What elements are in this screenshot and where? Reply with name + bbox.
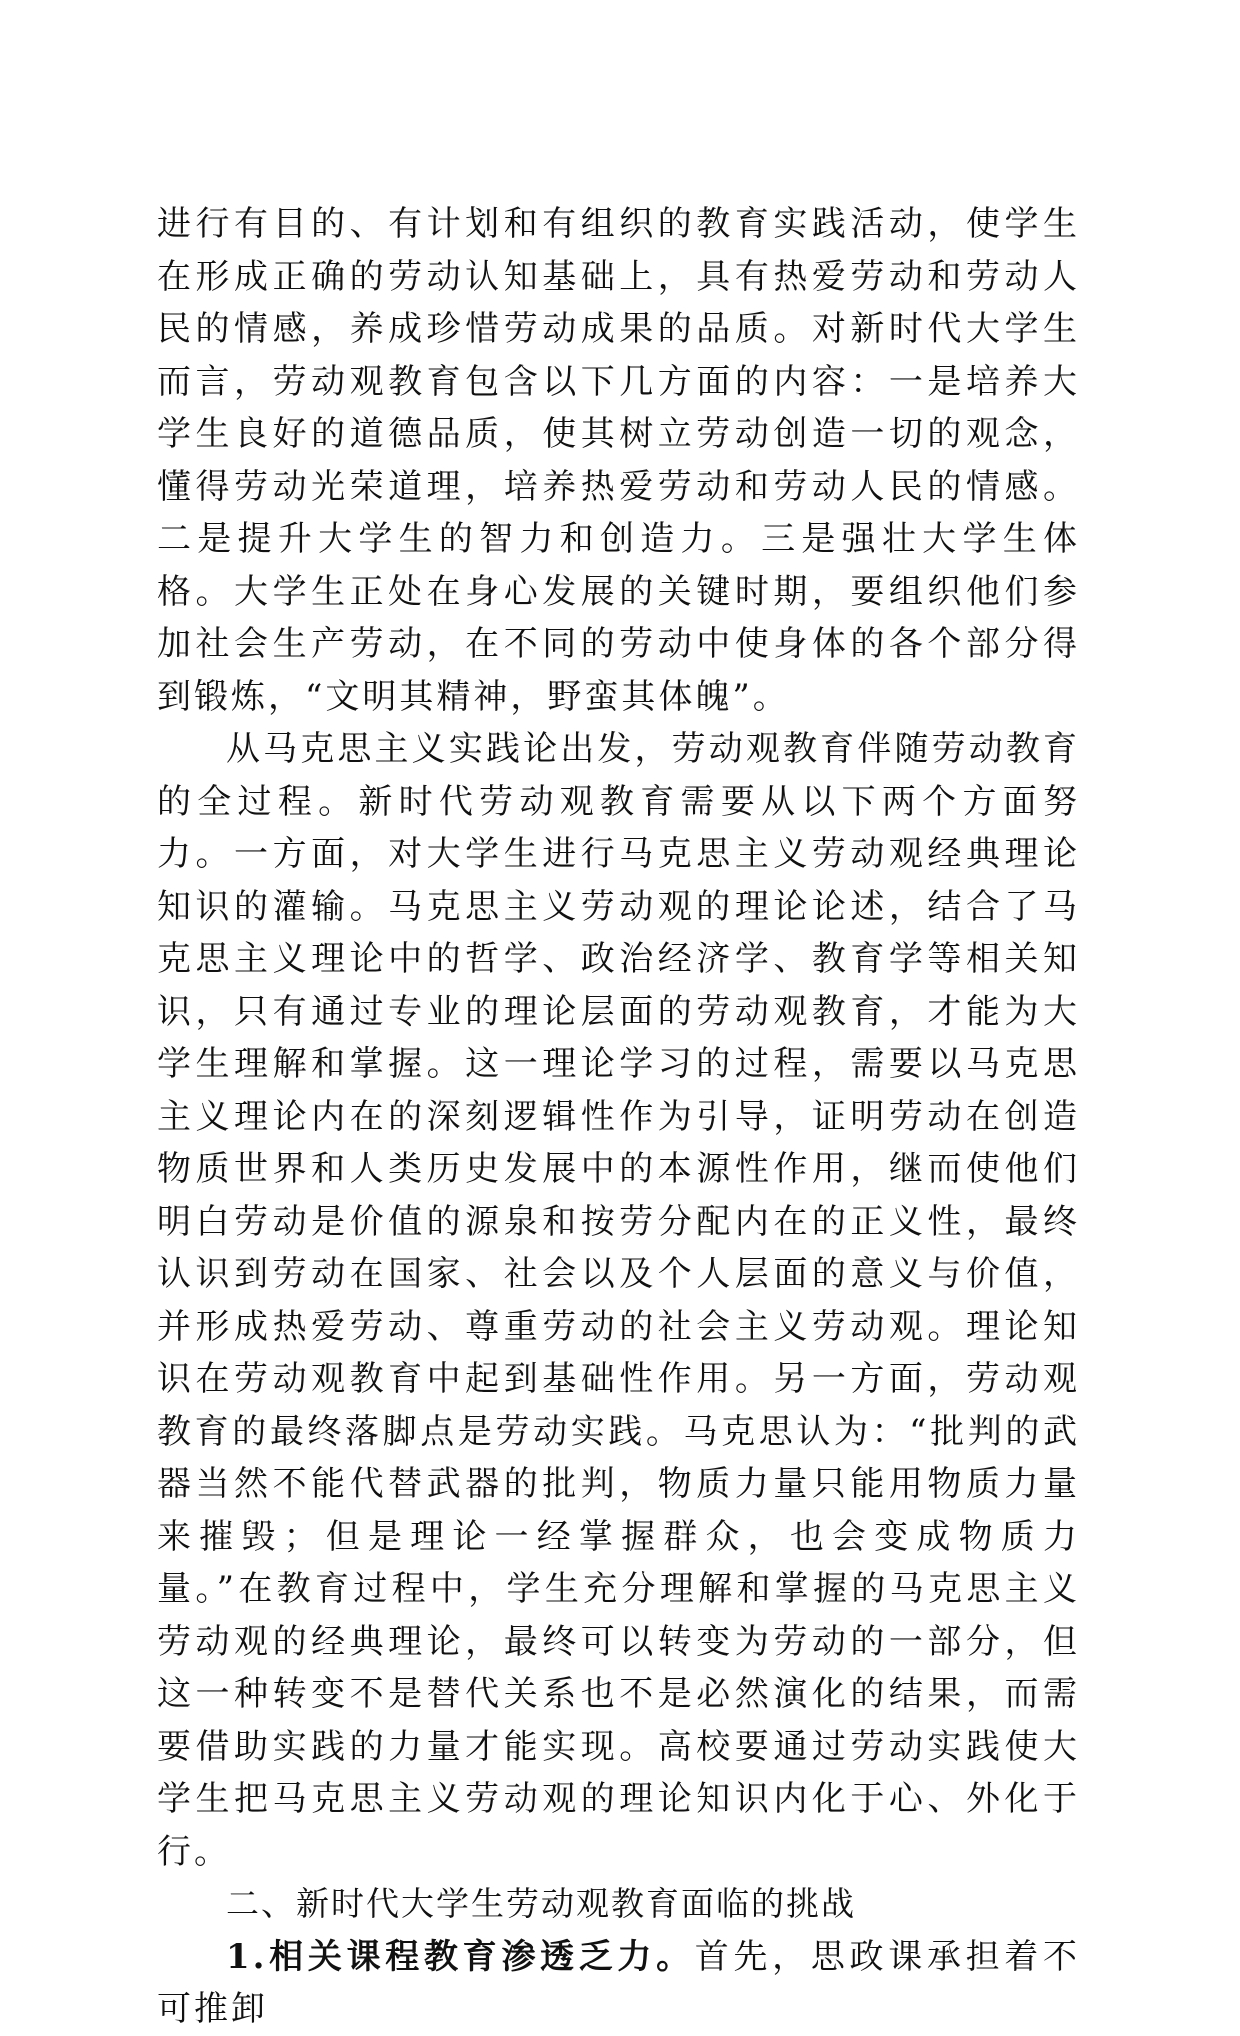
subsection-text: 首先，思政课承担着不可推卸 [157,1936,1080,2029]
body-paragraph: 从马克思主义实践论出发，劳动观教育伴随劳动教育的全过程。新时代劳动观教育需要从以下两个方面努力。一方面，对大学生进行马克思主义劳动观经典理论知识的灌输。马克思主义劳动观的理论论述，结合了马克思主义理论中的哲学、政治经济学、教育学等相关知识，只有通过专业的理论层面的劳动观教育，才能为大学生理解和掌握。这一理论学习的过程，需要以马克思主义理论内在的深刻逻辑性作为引导，证明劳动在创造物质世界和人类历史发展中的本源性作用，继而使他们明白劳动是价值的源泉和按劳分配内在的正义性，最终认识到劳动在国家、社会以及个人层面的意义与价值，并形成热爱劳动、尊重劳动的社会主义劳动观。理论知识在劳动观教育中起到基础性作用。另一方面，劳动观教育的最终落脚点是劳动实践。马克思认为：“批判的武器当然不能代替武器的批判，物质力量只能用物质力量来摧毁；但是理论一经掌握群众，也会变成物质力量。”在教育过程中，学生充分理解和掌握的马克思主义劳动观的经典理论，最终可以转变为劳动的一部分，但这一种转变不是替代关系也不是必然演化的结果，而需要借助实践的力量才能实现。高校要通过劳动实践使大学生把马克思主义劳动观的理论知识内化于心、外化于行。 [157,729,1080,1872]
document-page [157,198,1080,2036]
body-paragraph: 进行有目的、有计划和有组织的教育实践活动，使学生在形成正确的劳动认知基础上，具有热爱劳动和劳动人民的情感，养成珍惜劳动成果的品质。对新时代大学生而言，劳动观教育包含以下几方面的内容：一是培养大学生良好的道德品质，使其树立劳动创造一切的观念，懂得劳动光荣道理，培养热爱劳动和劳动人民的情感。二是提升大学生的智力和创造力。三是强壮大学生体格。大学生正处在身心发展的关键时期，要组织他们参加社会生产劳动，在不同的劳动中使身体的各个部分得到锻炼，“文明其精神，野蛮其体魄”。 [157,204,1080,717]
subsection-paragraph [157,1931,1080,2036]
section-heading: 二、新时代大学生劳动观教育面临的挑战 [226,1884,856,1923]
subsection-label: 1.相关课程教育渗透乏力。 [226,1936,695,1977]
